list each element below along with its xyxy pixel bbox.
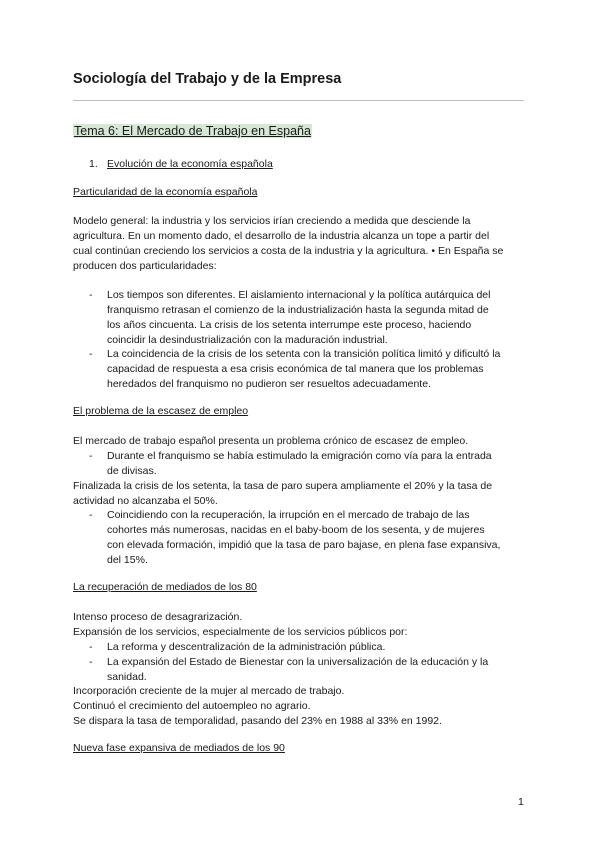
text-line: Continuó el crecimiento del autoempleo no agrario. [73,700,311,712]
text-line: sanidad. [107,671,147,683]
text-line: cual continúan creciendo los servicios a costa de la industria y la agricultura. • En España se [73,245,504,257]
text-line: actividad no alcanzaba el 50%. [73,495,218,507]
section-heading-recuperacion: La recuperación de mediados de los 80 [73,581,257,593]
text-line: producen dos particularidades: [73,260,217,272]
text-line: Incorporación creciente de la mujer al mercado de trabajo. [73,685,345,697]
title-divider [73,100,524,101]
text-line: La expansión del Estado de Bienestar con la universalización de la educación y la [107,656,489,668]
text-line: Finalizada la crisis de los setenta, la tasa de paro supera ampliamente el 20% y la tasa de [73,480,493,492]
list-dash: - [89,656,93,668]
text-line: franquismo retrasan el comienzo de la industrialización hasta la segunda mitad de [107,304,489,316]
text-line: capacidad de respuesta a esa crisis económica de tal manera que los problemas [107,363,484,375]
page-number: 1 [518,796,524,808]
paragraph-modelo-general [73,214,503,274]
text-line: con elevada formación, impidió que la tasa de paro bajase, en plena fase expansiva, [107,539,501,551]
text-line: agricultura. En un momento dado, el desarrollo de la industria alcanza un tope a partir del [73,230,490,242]
paragraph-crisis-setenta [73,479,492,509]
text-line: Intenso proceso de desagrarización. [73,611,243,623]
text-line: Coincidiendo con la recuperación, la irrupción en el mercado de trabajo de las [107,509,470,521]
numbered-heading-text: Evolución de la economía española [107,158,273,170]
section-heading-nueva-fase: Nueva fase expansiva de mediados de los 90 [73,742,285,754]
text-line: Expansión de los servicios, especialmente de los servicios públicos por: [73,626,408,638]
list-item [89,655,519,685]
paragraph-recuperacion-final [73,684,442,729]
list-item [89,347,519,392]
list-dash: - [89,509,93,521]
section-heading-particularidad: Particularidad de la economía española [73,186,258,198]
list-dash: - [89,450,93,462]
list-item [89,640,519,655]
list-dash: - [89,641,93,653]
text-line: Los tiempos son diferentes. El aislamiento internacional y la política autárquica del [107,289,491,301]
text-line: los años cincuenta. La crisis de los setenta interrumpe este proceso, haciendo [107,319,472,331]
tema-heading: Tema 6: El Mercado de Trabajo en España [74,124,311,138]
text-line: cohortes más numerosas, nacidas en el baby-boom de los sesenta, y de mujeres [107,524,485,536]
list-item [89,449,519,479]
text-line: de divisas. [107,465,157,477]
list-item [89,288,519,348]
list-dash: - [89,289,93,301]
paragraph-escasez-intro: El mercado de trabajo español presenta un problema crónico de escasez de empleo. [73,435,469,447]
numbered-heading-number: 1. [89,158,98,170]
text-line: La coincidencia de la crisis de los setenta con la transición política limitó y dificultó la [107,348,501,360]
text-line: Se dispara la tasa de temporalidad, pasando del 23% en 1988 al 33% en 1992. [73,715,442,727]
list-item [89,508,519,568]
text-line: heredados del franquismo no pudieron ser resueltos adecuadamente. [107,378,431,390]
text-line: La reforma y descentralización de la administración pública. [107,641,386,653]
text-line: del 15%. [107,554,148,566]
section-heading-escasez: El problema de la escasez de empleo [73,405,249,417]
text-line: Durante el franquismo se había estimulado la emigración como vía para la entrada [107,450,492,462]
document-title: Sociología del Trabajo y de la Empresa [73,71,342,87]
numbered-heading [89,158,273,170]
text-line: coincidir la desindustrialización con la maduración industrial. [107,334,388,346]
list-dash: - [89,348,93,360]
text-line: Modelo general: la industria y los servicios irían creciendo a medida que desciende la [73,215,471,227]
paragraph-desagrarizacion [73,610,407,640]
